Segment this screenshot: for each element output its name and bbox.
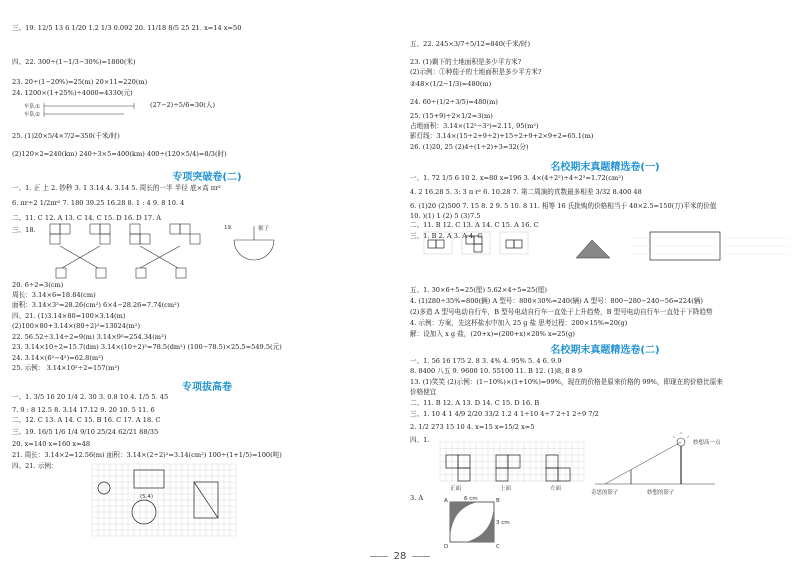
view-shapes xyxy=(446,455,570,481)
answer-line: 7. 9 : 8 12.5 8. 3.14 17.12 9. 20 10. 5 11. 6 xyxy=(12,406,155,414)
point-label: (5,4) xyxy=(140,494,154,500)
answer-line: (2)多造 A 型号电动自行车，B 型号电动自行车一直处于上升趋势，B 型号电动自行车一直处于下降趋势 xyxy=(410,308,713,316)
answer-line: 三、19. 16/5 1/6 1/4 9/10 25/24 62/21 88/35 xyxy=(12,428,159,436)
answer-line: 五、1. 30×6÷5=25(厘) 5.62×4÷5=25(厘) xyxy=(410,286,547,294)
answer-line: 6. πr÷2 1/2πr² 7. 180 39.25 16.28 8. 1 : 4 9. 8 10. 4 xyxy=(12,199,185,207)
figure-number: 19. xyxy=(224,225,233,231)
coordinate-grid-figure xyxy=(82,460,252,545)
section-title: 专项拔高卷 xyxy=(182,382,232,393)
answer-line: 价格便宜 xyxy=(410,388,437,396)
answer-line: 22. 56.52÷3.14÷2=9(m) 3.14×9²=254.34(m²) xyxy=(12,333,167,341)
view-caption: 左面 xyxy=(550,486,562,492)
answer-line: 二、11. C 12. A 13. C 14. C 15. D 16. D 17. A xyxy=(12,214,162,222)
answer-line: 三、18. xyxy=(12,226,36,234)
answer-line: 23. (1)剩下的土地面积是多少平方米? xyxy=(410,58,522,66)
vertex-label: A xyxy=(444,498,448,504)
shape-dimension: 3 cm xyxy=(496,520,510,526)
section-title: 名校期末真题精选卷(二) xyxy=(550,345,660,356)
answer-line: 4. (1)280÷35%=800(辆) A 型号：800×30%=240(辆) A 型号：800−280−240−56=224(辆) xyxy=(410,297,703,305)
answer-line: 4. 示例：方案，先这杯盐水中加入 25 g 盐 思考过程：200×15%=20(g) xyxy=(410,319,628,327)
shadow-label: 奇思的影子 xyxy=(591,490,619,496)
figure-caption: 猴子 xyxy=(258,226,270,232)
three-views-figure xyxy=(438,440,588,492)
answer-line: 周长：3.14×6=18.84(cm) xyxy=(12,291,96,299)
answer-line: 四、1. xyxy=(410,436,430,444)
mountain-figure xyxy=(570,230,800,264)
answer-line: (2)100×80+3.14×(80÷2)²=13024(m²) xyxy=(12,322,141,330)
answer-line: 10. )(1) 1 (2) 5 (3)7.5 xyxy=(410,212,481,220)
page-number: 28 xyxy=(0,551,800,562)
answer-line: 二、11. B 12. C 13. A 14. C 15. A 16. C xyxy=(410,221,539,229)
answer-line: 8. 8400 八五 9. 9600 10. 55100 11. B 12. (1)8, 8 8 9 xyxy=(410,367,583,375)
diagram-label: 车队① xyxy=(24,104,40,110)
answer-line: 25. (1)20×5/4×7/2=350(千米/时) xyxy=(12,132,120,140)
left-column xyxy=(12,0,396,548)
answer-line: (2)示例：①种茄子的土地面积是多少平方米? xyxy=(410,68,542,76)
vertex-label: C xyxy=(496,544,500,550)
answer-line: 二、12. C 13. A 14. C 15. B 16. C 17. A 18. C xyxy=(12,416,161,424)
cube-views-figure xyxy=(48,222,218,282)
answer-line: 20. x=140 x=160 x=48 xyxy=(12,440,91,448)
answer-line: 一、1. 正 上 2. 钞秒 3. 1 3.14 4. 3.14 5. 周长的一半 半径 底×高 πr² xyxy=(12,184,221,192)
right-column xyxy=(410,0,794,548)
answer-line: 20. 6÷2=3(cm) xyxy=(12,281,64,289)
answer-line: 四、21. (1)3.14×80=100×3.14(m) xyxy=(12,312,126,320)
vertex-label: D xyxy=(444,544,449,550)
answer-line: 一、1. 56 16 175 2. 8 3. 4% 4. 95% 5. 4 6. 9.9 xyxy=(410,357,562,365)
view-caption: 正面 xyxy=(450,486,462,492)
answer-line: 三、1. B 2. A 3. A 4. C xyxy=(410,232,483,240)
answer-line: 4. 2 16.28 5. 3: 3 π r² 6. 10.28 7. 第二周演的真数最多相差 3/32 8.400 48 xyxy=(410,188,642,196)
answer-line: 13. (1)笑笑 (2)示例：(1−10%)×(1+10%)=99%，现在的价格是原来价格的 99%，即现在的价格比原来 xyxy=(410,378,723,386)
bracket-diagram xyxy=(24,98,144,122)
answer-line: 23. 20÷(1−20%)=25(m) 20×11=220(m) xyxy=(12,78,148,86)
answer-line: 一、1. 3/5 16 20 1/4 2. 30 3. 0.8 10 4. 1/5 5. 45 xyxy=(12,393,169,401)
answer-line: 23. 3.14×10÷2=15.7(dm) 3.14×(10÷2)²=78.5(dm²) (100−78.5)×25.5=549.5(元) xyxy=(12,343,282,351)
answer-line: ②48×(1/2−1/3)=480(m) xyxy=(410,80,492,88)
section-title: 名校期末真题精选卷(一) xyxy=(550,162,660,173)
shape-dimension: 6 cm xyxy=(464,496,478,502)
answer-line: (27−2)÷5/6=30(人) xyxy=(150,101,216,109)
answer-line: 6. (1)20 (2)500 7. 15 8. 2 9. 5 10. 8 11. 相等 16 氏批购的价格相当于 40×2.5=150(万)平米的价值 xyxy=(410,202,717,210)
answer-line: 四、22. 300÷(1−1/3−30%)=1800(米) xyxy=(12,58,136,66)
answer-line: (2)120×2=240(km) 240÷3×5=400(km) 400÷(120×5/4)=8/3(时) xyxy=(12,150,227,158)
vertex-label: B xyxy=(496,498,500,504)
shadow-label: 妙想高一点 xyxy=(693,440,721,446)
view-caption: 上面 xyxy=(500,486,512,492)
answer-line: 解：设加入 x g 盐，(20+x)=(200+x)×20% x=25(g) xyxy=(410,330,575,338)
answer-line: 25. 示例： 3.14×10²÷2=157(m²) xyxy=(12,364,120,372)
answer-line: 影灯线：3.14×(15÷2+9÷2)+15÷2+9+2×9+2=65.1(m) xyxy=(410,132,594,140)
answer-line: 一、1. 72 1/5 6 10 2. x=80 x=196 3. 4×(4÷2²)÷4÷2²=1.72(cm²) xyxy=(410,174,624,182)
shaded-shape-figure xyxy=(434,494,514,550)
answer-line: 3. A xyxy=(410,494,424,502)
answer-line: 二、11. B 12. A 13. D 14. C 15. D 16. B xyxy=(410,399,540,407)
answer-line: 三、19. 12/5 13 6 1/20 1.2 1/3 0.092 20. 11/18 8/5 25 21. x=14 x=50 xyxy=(12,24,242,32)
answer-line: 2. 1/2 273 15 10 4. x=15 x=15/2 x=5 xyxy=(410,423,535,431)
answer-line: 24. 1200×(1+25%)÷4000=4330(元) xyxy=(12,89,133,97)
answer-line: 占地面积：3.14×(12²−3²)=2.11, 95(m²) xyxy=(410,122,539,130)
answer-line: 26. (1)20, 25 (2)4÷(1÷2)+3=32(分) xyxy=(410,143,529,151)
answer-line: 面积：3.14×3²=28.26(cm²) 6×4−28.26=7.74(cm²) xyxy=(12,301,180,309)
diagram-label: 车队② xyxy=(24,112,40,118)
answer-line: 24. 3.14×(6²−4²)=62.8(m²) xyxy=(12,354,104,362)
shadow-label: 妙想的影子 xyxy=(647,490,675,496)
answer-line: 21. 周长：3.14×2=12.56(m) 面积：3.14×(2÷2)²=3.14(cm²) 100÷(1+1/5)=100(吨) xyxy=(12,451,282,459)
answer-line: 三、1. 10 4 1 4/9 2/20 33/2 1.2 4 1÷10 4÷7 2÷1 2÷9 7/2 xyxy=(410,410,599,418)
answer-line: 四、21. 示例： xyxy=(12,462,58,470)
semicircle-figure xyxy=(224,222,284,270)
views-grid-figure xyxy=(422,230,562,262)
section-title: 专项突破卷(二) xyxy=(172,172,242,183)
answer-line: 五、22. 245×3/7÷5/12=840(千米/时) xyxy=(410,40,531,48)
shadow-figure xyxy=(585,432,795,502)
answer-line: 24. 60÷(1/2÷3/5)=480(m) xyxy=(410,98,498,106)
answer-line: 25. (15+9)÷2×1/2=3(m) xyxy=(410,112,493,120)
